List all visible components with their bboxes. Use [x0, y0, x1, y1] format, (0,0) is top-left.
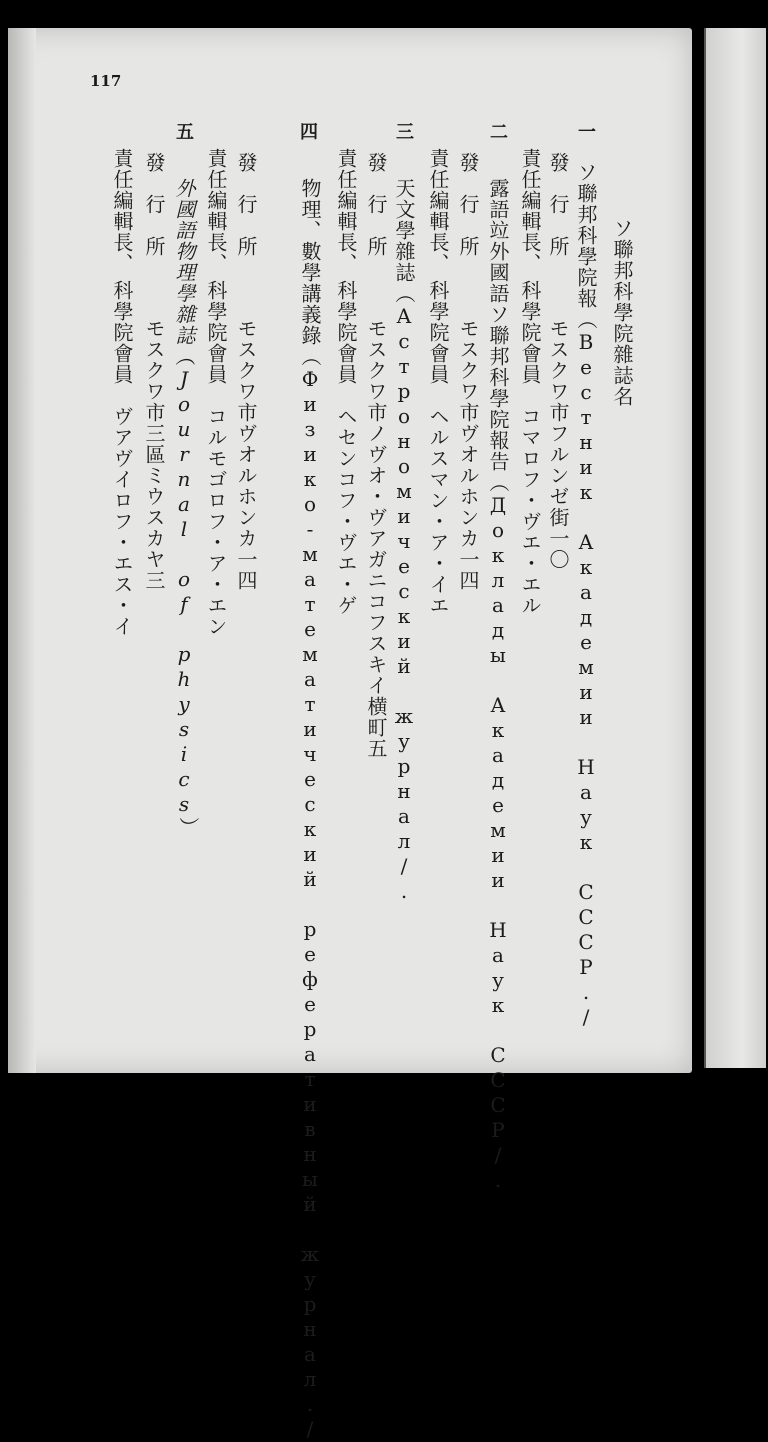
page-title: ソ聯邦科學院雜誌名	[610, 218, 634, 407]
entry-4-number: 四	[300, 122, 318, 143]
entry-3-number: 三	[396, 122, 414, 143]
entry-5-journal: 外國語物理學雜誌（Journal of physics）	[172, 178, 196, 838]
entry-2-number: 二	[490, 122, 508, 143]
entry-1-publisher-label: 發 行 所	[546, 152, 570, 257]
entry-4-editor-label: 責任編輯長、	[204, 148, 228, 274]
entry-1-number: 一	[578, 122, 596, 143]
entry-1-journal: ソ聯邦科學院報（Вестник Академии Наук СССР./	[574, 162, 598, 1030]
entry-5-number: 五	[176, 122, 194, 143]
entry-3-publisher: モスクワ市ノヴオ・ヴアガニコフスキイ横町五	[364, 318, 388, 759]
entry-2-publisher: モスクワ市ヴオルホンカ一四	[456, 318, 480, 591]
entry-5-editor-label: 責任編輯長、	[110, 148, 134, 274]
entry-4-editor: 科學院會員 コルモゴロフ・ア・エン	[204, 280, 228, 637]
page-edge-stack	[704, 28, 766, 1068]
entry-2-journal: 露語竝外國語ソ聯邦科學院報告（Доклады Академии Наук СССР/.	[486, 178, 510, 1193]
entry-4-journal: 物理、數學講義錄（Физико-математический реферативный журнал./	[298, 178, 322, 1442]
entry-4-publisher-label: 發 行 所	[234, 152, 258, 257]
entry-5-editor: 科學院會員 ヴアヴイロフ・エス・イ	[110, 280, 134, 637]
entry-3-journal: 天文學雜誌（Астрономический журнал/.	[392, 178, 416, 904]
entry-2-editor-label: 責任編輯長、	[426, 148, 450, 274]
page-number: 117	[90, 72, 122, 90]
entry-5-publisher: モスクワ市三區ミウスカヤ三	[142, 318, 166, 591]
entry-5-publisher-label: 發 行 所	[142, 152, 166, 257]
entry-3-editor: 科學院會員 ヘセンコフ・ヴエ・ゲ	[334, 280, 358, 616]
entry-4-publisher: モスクワ市ヴオルホンカ一四	[234, 318, 258, 591]
entry-2-publisher-label: 發 行 所	[456, 152, 480, 257]
entry-3-publisher-label: 發 行 所	[364, 152, 388, 257]
entry-1-editor: 科學院會員 コマロフ・ヴエ・エル	[518, 280, 542, 616]
page-spine-shadow	[8, 28, 36, 1073]
entry-3-editor-label: 責任編輯長、	[334, 148, 358, 274]
entry-1-editor-label: 責任編輯長、	[518, 148, 542, 274]
entry-2-editor: 科學院會員 ヘルスマン・ア・イエ	[426, 280, 450, 616]
entry-1-publisher: モスクワ市フルンゼ街一〇	[546, 318, 570, 570]
